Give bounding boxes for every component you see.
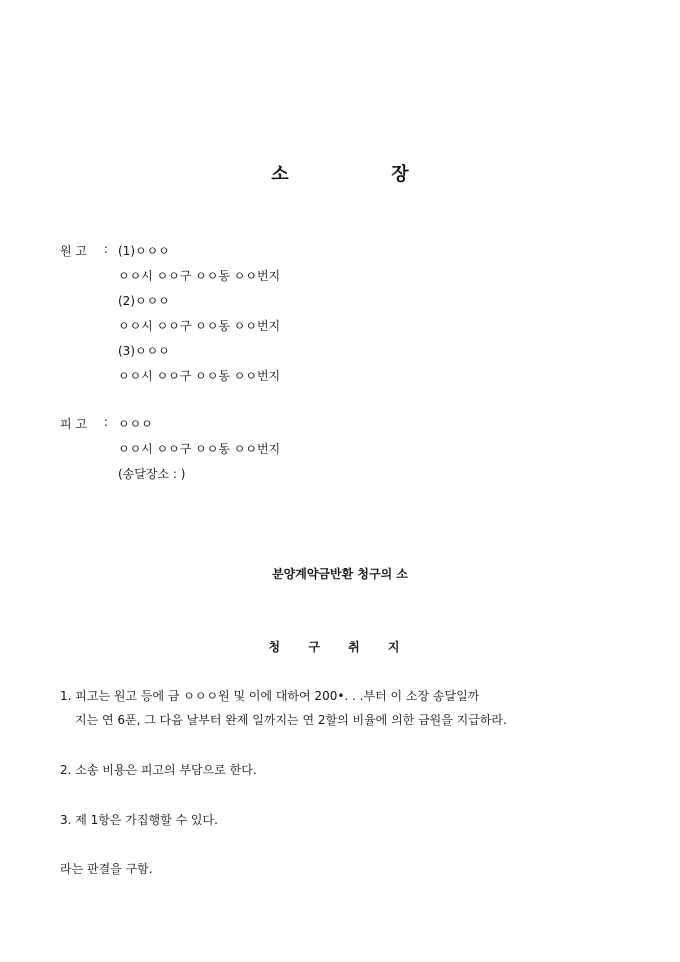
claim-item-3: 3. 제 1항은 가집행할 수 있다. — [60, 813, 218, 827]
claim-item-1-line-2: 지는 연 6푼, 그 다음 날부터 완제 일까지는 연 2할의 비율에 의한 금원을 지급하라. — [75, 713, 507, 727]
claim-item-2: 2. 소송 비용은 피고의 부담으로 한다. — [60, 763, 257, 777]
plaintiff-line-1: (1)ㅇㅇㅇ — [118, 244, 170, 258]
defendant-label: 피 고 — [60, 417, 87, 431]
claim-item-1-line-1: 1. 피고는 원고 등에 금 ㅇㅇㅇ원 및 이에 대하여 200•. . .부터 이 소장 송달일까 — [60, 689, 480, 703]
title-char-1: 소 — [271, 164, 289, 185]
plaintiff-line-4: ㅇㅇ시 ㅇㅇ구 ㅇㅇ동 ㅇㅇ번지 — [118, 319, 281, 333]
defendant-service-address: (송달장소 : ) — [118, 467, 186, 481]
title-char-2: 장 — [391, 164, 409, 185]
defendant-colon: : — [104, 415, 109, 429]
plaintiff-line-6: ㅇㅇ시 ㅇㅇ구 ㅇㅇ동 ㅇㅇ번지 — [118, 369, 281, 383]
claim-heading: 청 구 취 지 — [268, 640, 412, 654]
plaintiff-line-2: ㅇㅇ시 ㅇㅇ구 ㅇㅇ동 ㅇㅇ번지 — [118, 269, 281, 283]
document-title — [0, 160, 680, 186]
plaintiff-colon: : — [104, 242, 109, 256]
closing-statement: 라는 판결을 구함. — [60, 862, 153, 876]
defendant-line-1: ㅇㅇㅇ — [118, 417, 153, 431]
plaintiff-line-5: (3)ㅇㅇㅇ — [118, 344, 170, 358]
defendant-line-2: ㅇㅇ시 ㅇㅇ구 ㅇㅇ동 ㅇㅇ번지 — [118, 442, 281, 456]
plaintiff-label: 원 고 — [60, 244, 87, 258]
case-title: 분양계약금반환 청구의 소 — [272, 567, 408, 581]
plaintiff-line-3: (2)ㅇㅇㅇ — [118, 294, 170, 308]
